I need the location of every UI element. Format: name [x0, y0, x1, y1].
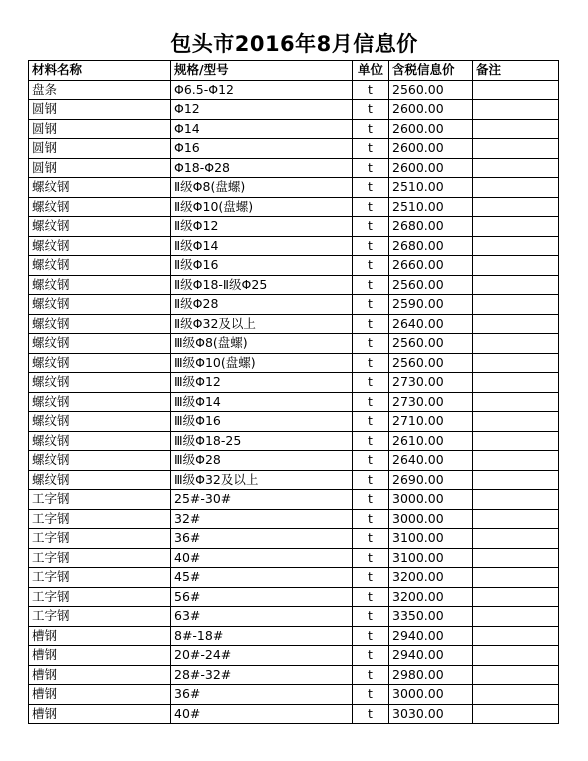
table-row [29, 685, 559, 705]
header-unit: 单位 [353, 61, 389, 81]
cell-note [473, 353, 559, 373]
cell-price: 3000.00 [389, 509, 473, 529]
cell-price: 2600.00 [389, 139, 473, 159]
cell-material-name: 螺纹钢 [29, 373, 171, 393]
cell-note [473, 256, 559, 276]
cell-material-name: 螺纹钢 [29, 314, 171, 334]
cell-unit: t [353, 607, 389, 627]
cell-price: 3200.00 [389, 568, 473, 588]
table-row [29, 119, 559, 139]
cell-unit: t [353, 646, 389, 666]
cell-price: 3000.00 [389, 685, 473, 705]
cell-price: 2560.00 [389, 275, 473, 295]
cell-note [473, 607, 559, 627]
cell-unit: t [353, 295, 389, 315]
table-row [29, 490, 559, 510]
cell-spec: Ⅲ级Φ12 [171, 373, 353, 393]
cell-note [473, 704, 559, 724]
cell-note [473, 158, 559, 178]
table-row [29, 626, 559, 646]
cell-unit: t [353, 548, 389, 568]
cell-unit: t [353, 178, 389, 198]
table-row [29, 451, 559, 471]
cell-price: 3000.00 [389, 490, 473, 510]
table-row [29, 704, 559, 724]
cell-price: 2680.00 [389, 236, 473, 256]
cell-note [473, 509, 559, 529]
cell-unit: t [353, 665, 389, 685]
cell-unit: t [353, 139, 389, 159]
cell-material-name: 螺纹钢 [29, 197, 171, 217]
cell-unit: t [353, 451, 389, 471]
cell-material-name: 槽钢 [29, 665, 171, 685]
cell-material-name: 螺纹钢 [29, 295, 171, 315]
cell-note [473, 451, 559, 471]
cell-price: 3100.00 [389, 548, 473, 568]
cell-material-name: 工字钢 [29, 548, 171, 568]
cell-price: 2560.00 [389, 334, 473, 354]
cell-note [473, 587, 559, 607]
cell-note [473, 217, 559, 237]
cell-note [473, 197, 559, 217]
cell-unit: t [353, 100, 389, 120]
cell-spec: 56# [171, 587, 353, 607]
table-row [29, 197, 559, 217]
cell-note [473, 275, 559, 295]
cell-material-name: 工字钢 [29, 587, 171, 607]
cell-unit: t [353, 626, 389, 646]
cell-unit: t [353, 80, 389, 100]
cell-spec: Ⅲ级Φ14 [171, 392, 353, 412]
cell-note [473, 80, 559, 100]
header-spec: 规格/型号 [171, 61, 353, 81]
cell-price: 2660.00 [389, 256, 473, 276]
cell-spec: Ⅱ级Φ12 [171, 217, 353, 237]
cell-material-name: 螺纹钢 [29, 178, 171, 198]
cell-spec: Ⅱ级Φ14 [171, 236, 353, 256]
cell-spec: Ⅲ级Φ10(盘螺) [171, 353, 353, 373]
page-title: 包头市2016年8月信息价 [170, 32, 418, 56]
cell-spec: 25#-30# [171, 490, 353, 510]
cell-material-name: 螺纹钢 [29, 431, 171, 451]
table-row [29, 392, 559, 412]
cell-price: 2730.00 [389, 392, 473, 412]
cell-note [473, 626, 559, 646]
cell-spec: Ⅲ级Φ8(盘螺) [171, 334, 353, 354]
cell-price: 2600.00 [389, 100, 473, 120]
cell-unit: t [353, 587, 389, 607]
header-note: 备注 [473, 61, 559, 81]
table-body [29, 80, 559, 724]
cell-material-name: 螺纹钢 [29, 470, 171, 490]
cell-unit: t [353, 490, 389, 510]
table-row [29, 80, 559, 100]
cell-spec: 36# [171, 529, 353, 549]
cell-spec: Ⅱ级Φ8(盘螺) [171, 178, 353, 198]
cell-spec: 8#-18# [171, 626, 353, 646]
cell-material-name: 圆钢 [29, 158, 171, 178]
cell-price: 2690.00 [389, 470, 473, 490]
cell-price: 2640.00 [389, 314, 473, 334]
header-price: 含税信息价 [389, 61, 473, 81]
cell-price: 2560.00 [389, 80, 473, 100]
cell-note [473, 665, 559, 685]
table-row [29, 373, 559, 393]
cell-unit: t [353, 197, 389, 217]
cell-material-name: 圆钢 [29, 100, 171, 120]
cell-unit: t [353, 431, 389, 451]
table-row [29, 568, 559, 588]
cell-material-name: 螺纹钢 [29, 451, 171, 471]
cell-note [473, 334, 559, 354]
cell-material-name: 螺纹钢 [29, 412, 171, 432]
table-row [29, 353, 559, 373]
cell-unit: t [353, 353, 389, 373]
table-row [29, 295, 559, 315]
table-row [29, 431, 559, 451]
table-row [29, 548, 559, 568]
cell-spec: Φ18-Φ28 [171, 158, 353, 178]
cell-note [473, 412, 559, 432]
cell-note [473, 431, 559, 451]
table-row [29, 314, 559, 334]
table-row [29, 412, 559, 432]
cell-material-name: 螺纹钢 [29, 353, 171, 373]
cell-unit: t [353, 568, 389, 588]
cell-price: 3350.00 [389, 607, 473, 627]
cell-spec: Ⅲ级Φ32及以上 [171, 470, 353, 490]
cell-note [473, 685, 559, 705]
cell-spec: Φ14 [171, 119, 353, 139]
cell-price: 2680.00 [389, 217, 473, 237]
cell-note [473, 178, 559, 198]
table-row [29, 334, 559, 354]
cell-note [473, 119, 559, 139]
cell-unit: t [353, 392, 389, 412]
cell-spec: Φ12 [171, 100, 353, 120]
cell-price: 2590.00 [389, 295, 473, 315]
header-material-name: 材料名称 [29, 61, 171, 81]
cell-note [473, 373, 559, 393]
cell-unit: t [353, 373, 389, 393]
cell-price: 2510.00 [389, 197, 473, 217]
cell-note [473, 100, 559, 120]
cell-price: 2940.00 [389, 626, 473, 646]
cell-spec: 28#-32# [171, 665, 353, 685]
cell-unit: t [353, 685, 389, 705]
cell-note [473, 295, 559, 315]
cell-price: 3030.00 [389, 704, 473, 724]
table-row [29, 646, 559, 666]
cell-spec: Ⅱ级Φ28 [171, 295, 353, 315]
cell-unit: t [353, 412, 389, 432]
cell-spec: 40# [171, 548, 353, 568]
cell-price: 2600.00 [389, 158, 473, 178]
cell-material-name: 槽钢 [29, 626, 171, 646]
cell-unit: t [353, 275, 389, 295]
cell-material-name: 螺纹钢 [29, 236, 171, 256]
cell-note [473, 646, 559, 666]
table-row [29, 470, 559, 490]
cell-material-name: 螺纹钢 [29, 256, 171, 276]
table-row [29, 275, 559, 295]
table-row [29, 587, 559, 607]
cell-material-name: 圆钢 [29, 119, 171, 139]
cell-material-name: 工字钢 [29, 568, 171, 588]
table-row [29, 256, 559, 276]
cell-spec: 45# [171, 568, 353, 588]
table-row [29, 217, 559, 237]
cell-spec: 40# [171, 704, 353, 724]
table-row [29, 529, 559, 549]
cell-price: 2730.00 [389, 373, 473, 393]
cell-price: 2560.00 [389, 353, 473, 373]
cell-price: 3200.00 [389, 587, 473, 607]
price-table [28, 60, 559, 724]
table-row [29, 139, 559, 159]
cell-material-name: 工字钢 [29, 529, 171, 549]
cell-price: 2510.00 [389, 178, 473, 198]
cell-unit: t [353, 256, 389, 276]
cell-spec: Ⅱ级Φ18-Ⅱ级Φ25 [171, 275, 353, 295]
cell-price: 3100.00 [389, 529, 473, 549]
cell-unit: t [353, 334, 389, 354]
table-row [29, 607, 559, 627]
cell-note [473, 470, 559, 490]
table-row [29, 158, 559, 178]
cell-spec: Ⅲ级Φ18-25 [171, 431, 353, 451]
cell-unit: t [353, 529, 389, 549]
cell-note [473, 490, 559, 510]
cell-material-name: 工字钢 [29, 490, 171, 510]
cell-material-name: 工字钢 [29, 607, 171, 627]
table-header-row [29, 61, 559, 81]
cell-spec: Ⅲ级Φ16 [171, 412, 353, 432]
cell-material-name: 螺纹钢 [29, 392, 171, 412]
cell-material-name: 螺纹钢 [29, 334, 171, 354]
cell-material-name: 槽钢 [29, 646, 171, 666]
cell-spec: 20#-24# [171, 646, 353, 666]
cell-unit: t [353, 470, 389, 490]
cell-note [473, 236, 559, 256]
cell-material-name: 螺纹钢 [29, 275, 171, 295]
cell-note [473, 314, 559, 334]
table-row [29, 100, 559, 120]
cell-price: 2610.00 [389, 431, 473, 451]
table-row [29, 236, 559, 256]
cell-unit: t [353, 119, 389, 139]
cell-note [473, 548, 559, 568]
table-row [29, 178, 559, 198]
cell-unit: t [353, 704, 389, 724]
table-row [29, 509, 559, 529]
cell-spec: Ⅱ级Φ16 [171, 256, 353, 276]
cell-price: 2640.00 [389, 451, 473, 471]
cell-spec: Ⅱ级Φ32及以上 [171, 314, 353, 334]
cell-unit: t [353, 158, 389, 178]
cell-unit: t [353, 314, 389, 334]
cell-spec: Ⅱ级Φ10(盘螺) [171, 197, 353, 217]
cell-material-name: 工字钢 [29, 509, 171, 529]
cell-price: 2600.00 [389, 119, 473, 139]
cell-price: 2940.00 [389, 646, 473, 666]
cell-price: 2710.00 [389, 412, 473, 432]
cell-spec: Φ6.5-Φ12 [171, 80, 353, 100]
cell-note [473, 529, 559, 549]
cell-note [473, 568, 559, 588]
cell-spec: Ⅲ级Φ28 [171, 451, 353, 471]
cell-material-name: 螺纹钢 [29, 217, 171, 237]
cell-unit: t [353, 509, 389, 529]
table-row [29, 665, 559, 685]
cell-spec: 36# [171, 685, 353, 705]
cell-unit: t [353, 217, 389, 237]
cell-note [473, 392, 559, 412]
cell-unit: t [353, 236, 389, 256]
cell-spec: Φ16 [171, 139, 353, 159]
cell-spec: 63# [171, 607, 353, 627]
cell-material-name: 圆钢 [29, 139, 171, 159]
cell-note [473, 139, 559, 159]
cell-price: 2980.00 [389, 665, 473, 685]
cell-material-name: 槽钢 [29, 685, 171, 705]
cell-material-name: 盘条 [29, 80, 171, 100]
cell-spec: 32# [171, 509, 353, 529]
cell-material-name: 槽钢 [29, 704, 171, 724]
